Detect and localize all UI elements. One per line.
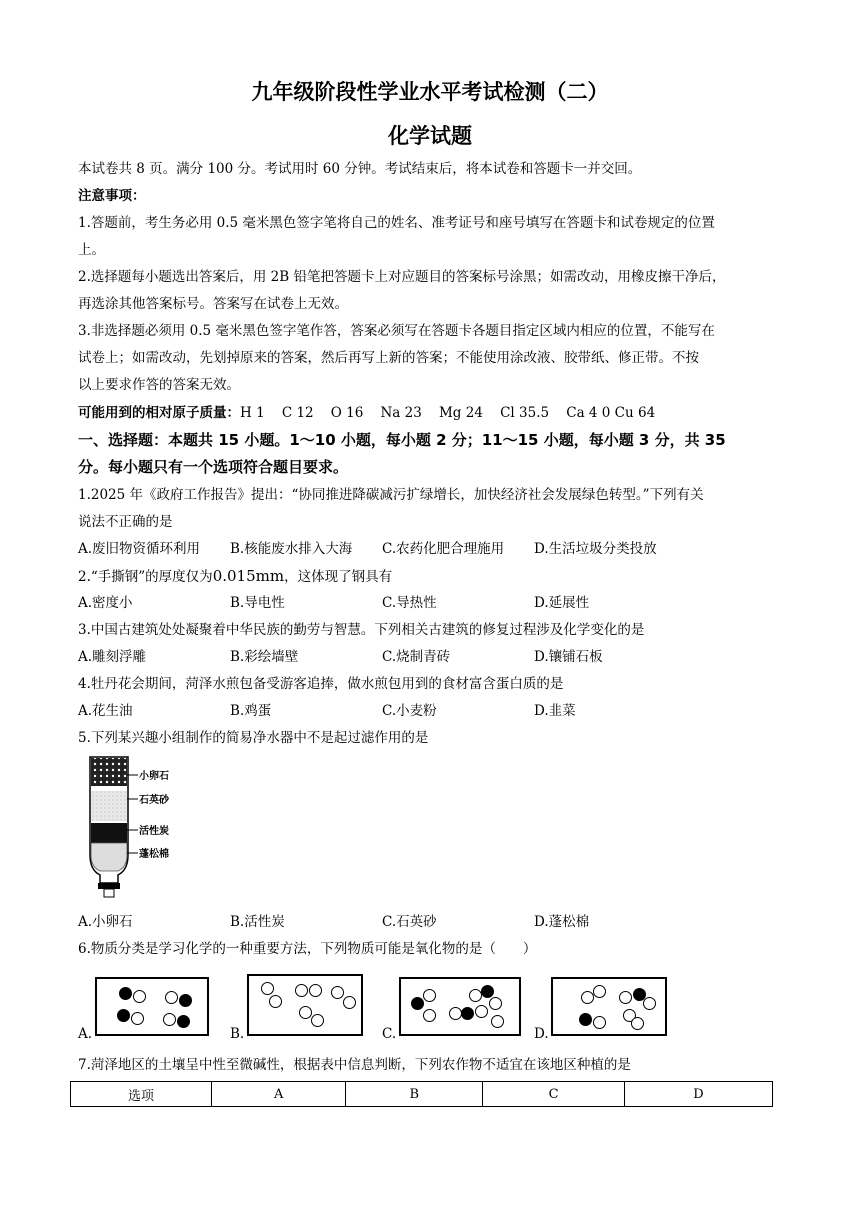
particle-light xyxy=(619,991,632,1004)
q6-option-d: D. xyxy=(534,1026,549,1042)
particle-dark xyxy=(461,1007,474,1020)
particle-light xyxy=(593,1016,606,1029)
particle-light xyxy=(423,989,436,1002)
activated-carbon-layer xyxy=(91,823,127,843)
particle-light xyxy=(491,1015,504,1028)
pebble-label: 小卵石 xyxy=(139,771,169,782)
table-header-cell: D xyxy=(624,1082,772,1107)
q2-stem-b: ，这体现了钢具有 xyxy=(284,569,393,585)
q1-stem: 1.2025 年《政府工作报告》提出：“协同推进降碳减污扩绿增长，加快经济社会发展绿色转型。”下列有关 xyxy=(78,487,704,503)
particle-light xyxy=(475,1005,488,1018)
particle-dark xyxy=(177,1015,190,1028)
atomic-masses-label: 可能用到的相对原子质量： xyxy=(78,405,240,421)
particle-light xyxy=(593,985,606,998)
q2-option-a: A.密度小 xyxy=(78,595,133,611)
particle-dark xyxy=(579,1013,592,1026)
q4-stem: 4.牡丹花会期间，菏泽水煎包备受游客追捧，做水煎包用到的食材富含蛋白质的是 xyxy=(78,676,564,692)
pebble-layer xyxy=(91,758,127,786)
quartz-sand-layer xyxy=(91,791,127,821)
notice-line: 以上要求作答的答案无效。 xyxy=(78,377,240,393)
q1-option-a: A.废旧物资循环利用 xyxy=(78,541,201,557)
particle-light xyxy=(299,1006,312,1019)
particle-box-d xyxy=(551,977,667,1036)
q6-stem: 6.物质分类是学习化学的一种重要方法，下列物质可能是氧化物的是（ ） xyxy=(78,941,537,957)
q6-option-b: B. xyxy=(230,1026,245,1042)
notice-line: 上。 xyxy=(78,242,105,258)
particle-dark xyxy=(119,987,132,1000)
atomic-masses-values: H 1 C 12 O 16 Na 23 Mg 24 Cl 35.5 Ca 4 0 Cu 64 xyxy=(240,405,656,421)
particle-dark xyxy=(117,1009,130,1022)
water-filter-diagram xyxy=(80,755,190,900)
q2-stem xyxy=(78,567,392,586)
q5-option-c: C.石英砂 xyxy=(382,914,437,930)
particle-light xyxy=(311,1014,324,1027)
particle-light xyxy=(331,986,344,999)
q4-option-b: B.鸡蛋 xyxy=(230,703,272,719)
particle-light xyxy=(165,991,178,1004)
particle-light xyxy=(295,984,308,997)
q6-option-c: C. xyxy=(382,1026,397,1042)
particle-box-b xyxy=(247,974,363,1036)
particle-light xyxy=(423,1009,436,1022)
particle-box-a xyxy=(95,977,209,1036)
table-header-cell: C xyxy=(483,1082,625,1107)
q3-option-d: D.镶铺石板 xyxy=(534,649,603,665)
particle-light xyxy=(643,997,656,1010)
q3-stem: 3.中国古建筑处处凝聚着中华民族的勤劳与智慧。下列相关古建筑的修复过程涉及化学变化的是 xyxy=(78,622,645,638)
particle-light xyxy=(163,1013,176,1026)
notice-heading: 注意事项： xyxy=(78,188,146,204)
section-heading: 分。每小题只有一个选项符合题目要求。 xyxy=(78,458,349,476)
intro-text: 本试卷共 8 页。满分 100 分。考试用时 60 分钟。考试结束后，将本试卷和答题卡一并交回。 xyxy=(78,161,642,177)
q6-option-a: A. xyxy=(78,1026,93,1042)
q2-option-c: C.导热性 xyxy=(382,595,437,611)
particle-light xyxy=(133,990,146,1003)
table-header-cell: B xyxy=(346,1082,483,1107)
table-header-cell: A xyxy=(212,1082,346,1107)
notice-line: 3.非选择题必须用 0.5 毫米黑色签字笔作答，答案必须写在答题卡各题目指定区域内相应的位置，不能写在 xyxy=(78,323,715,339)
q5-stem: 5.下列某兴趣小组制作的简易净水器中不是起过滤作用的是 xyxy=(78,730,429,746)
q3-option-c: C.烧制青砖 xyxy=(382,649,451,665)
particle-box-c xyxy=(399,977,521,1036)
q1-option-b: B.核能废水排入大海 xyxy=(230,541,353,557)
cotton-label: 蓬松棉 xyxy=(139,849,169,860)
subject-title: 化学试题 xyxy=(388,124,472,148)
section-heading: 一、选择题：本题共 15 小题。1～10 小题，每小题 2 分；11～15 小题，每小题 3 分，共 35 xyxy=(78,431,726,449)
q2-stem-a: 2.“手撕钢”的厚度仅为 xyxy=(78,569,213,585)
particle-dark xyxy=(481,985,494,998)
table-row xyxy=(71,1082,773,1107)
q4-option-c: C.小麦粉 xyxy=(382,703,437,719)
notice-line: 再选涂其他答案标号。答案写在试卷上无效。 xyxy=(78,296,348,312)
notice-line: 1.答题前，考生务必用 0.5 毫米黑色签字笔将自己的姓名、准考证号和座号填写在答题卡和试卷规定的位置 xyxy=(78,215,715,231)
q7-stem: 7.菏泽地区的土壤呈中性至微碱性，根据表中信息判断，下列农作物不适宜在该地区种植的是 xyxy=(78,1057,631,1073)
q4-option-d: D.韭菜 xyxy=(534,703,576,719)
particle-light xyxy=(489,997,502,1010)
q2-option-b: B.导电性 xyxy=(230,595,285,611)
particle-light xyxy=(581,991,594,1004)
cotton-layer xyxy=(91,843,127,871)
atomic-masses xyxy=(78,404,655,422)
q1-stem: 说法不正确的是 xyxy=(78,514,173,530)
q2-thickness: 0.015mm xyxy=(212,567,285,585)
table-header-cell: 选项 xyxy=(71,1082,212,1107)
notice-line: 2.选择题每小题选出答案后，用 2B 铅笔把答题卡上对应题目的答案标号涂黑；如需改动，用橡皮擦干净后， xyxy=(78,269,726,285)
exam-title: 九年级阶段性学业水平考试检测（二） xyxy=(251,80,609,104)
particle-dark xyxy=(179,994,192,1007)
q1-option-d: D.生活垃圾分类投放 xyxy=(534,541,657,557)
activated-carbon-label: 活性炭 xyxy=(139,826,169,837)
q5-option-b: B.活性炭 xyxy=(230,914,285,930)
particle-light xyxy=(261,982,274,995)
q5-option-d: D.蓬松棉 xyxy=(534,914,590,930)
q1-option-c: C.农药化肥合理施用 xyxy=(382,541,505,557)
q5-option-a: A.小卵石 xyxy=(78,914,133,930)
particle-light xyxy=(269,995,282,1008)
particle-light xyxy=(343,996,356,1009)
q2-option-d: D.延展性 xyxy=(534,595,590,611)
quartz-sand-label: 石英砂 xyxy=(139,795,169,806)
q4-option-a: A.花生油 xyxy=(78,703,133,719)
particle-light xyxy=(309,984,322,997)
particle-light xyxy=(631,1017,644,1030)
q3-option-b: B.彩绘墙壁 xyxy=(230,649,299,665)
particle-dark xyxy=(411,997,424,1010)
q3-option-a: A.雕刻浮雕 xyxy=(78,649,147,665)
particle-light xyxy=(131,1012,144,1025)
notice-line: 试卷上；如需改动，先划掉原来的答案，然后再写上新的答案；不能使用涂改液、胶带纸、修正带。不按 xyxy=(78,350,699,366)
q7-table xyxy=(70,1081,773,1107)
